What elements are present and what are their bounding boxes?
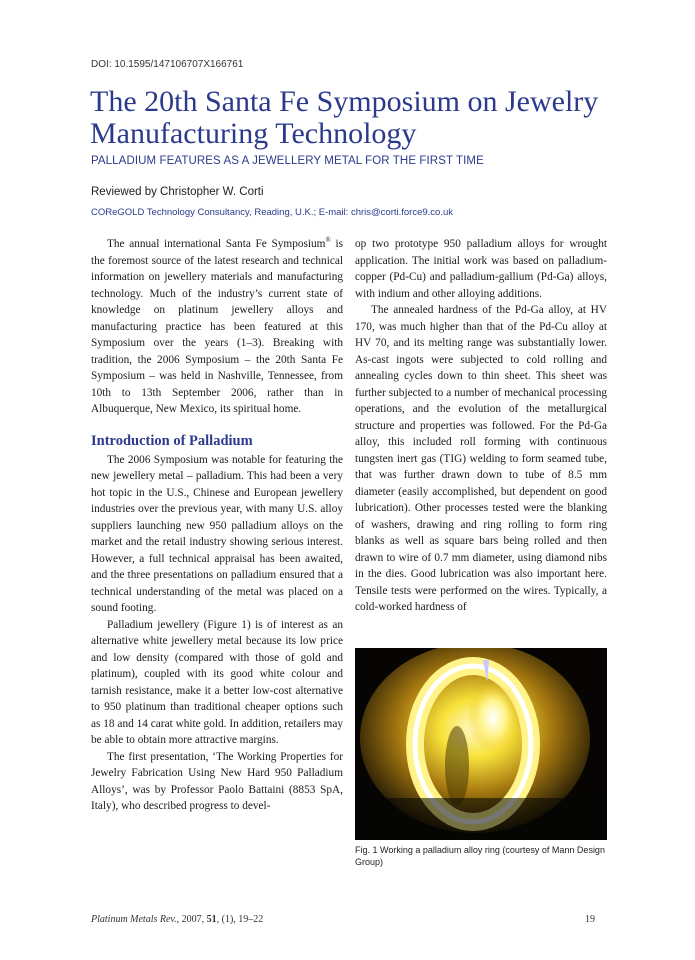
paragraph-text: is the foremost source of the latest research and technical information on jewellery materials and manufacturing technology. Much of the industry’s current state of knowledge on platinum jewellery alloys and manufacturing practice has been featured at this Symposium over the years (1–3). Breaking with tradition, the 2006 Symposium – the 20th Santa Fe Symposium – was held in Nashville, Tennessee, from 10th to 13th September 2006, rather than in Albuquerque, New Mexico, its spiritual home. [91, 238, 343, 415]
figure-caption: Fig. 1 Working a palladium alloy ring (courtesy of Mann Design Group) [355, 845, 605, 867]
author-affiliation: COReGOLD Technology Consultancy, Reading, U.K.; E-mail: chris@corti.force9.co.uk [91, 207, 453, 218]
footer-citation [91, 914, 263, 925]
doi: DOI: 10.1595/147106707X166761 [91, 59, 244, 70]
section-heading: Introduction of Palladium [91, 432, 253, 449]
left-column [91, 236, 343, 815]
right-column [355, 236, 607, 616]
figure-ring-photo [355, 648, 607, 840]
registered-mark: ® [325, 236, 331, 245]
reviewer-line: Reviewed by Christopher W. Corti [91, 186, 264, 198]
page-number: 19 [585, 914, 595, 925]
article-subtitle: PALLADIUM FEATURES AS A JEWELLERY METAL FOR THE FIRST TIME [91, 155, 484, 167]
paragraph: op two prototype 950 palladium alloys for wrought application. The initial work was based on palladium-copper (Pd-Cu) and palladium-gallium (Pd-Ga) alloys, with indium and other alloying additions. [355, 238, 607, 300]
paragraph: The annealed hardness of the Pd-Ga alloy, at HV 170, was much higher than that of the Pd-Cu alloy at HV 70, and its melting range was substantially lower. As-cast ingots were subjected to cold rolling and annealing cycles down to thin sheet. This sheet was further subjected to a number of mechanical processing operations, and the evolution of the metallurgical structure and properties was followed. For the Pd-Ga alloy, this included roll forming with continuous tungsten inert gas (TIG) welding to form seamed tube, that was further drawn down to tube of 8.5 mm diameter (easily accomplished, but dependent on good lubrication). Other processes tested were the blanking of washers, drawing and ring rolling to form ring blanks as well as square bars being rolled and then drawn to wire of 0.7 mm diameter, using diamond nibs in the dies. Good lubrication was also important here. Tensile tests were performed on the wires. Typically, a cold-worked hardness of [355, 304, 607, 613]
paragraph-intro [91, 236, 343, 418]
paragraph: Palladium jewellery (Figure 1) is of interest as an alternative white jewellery metal because its low price and low density (compared with those of gold and platinum), coupled with its good white colour and tarnish resistance, make it a better low-cost alternative to 950 platinum than traditional cheaper options such as 18 and 14 carat white gold. In addition, retailers may be able to obtain more attractive margins. [91, 618, 343, 746]
journal-name: Platinum Metals Rev. [91, 914, 177, 925]
citation-text: , (1), 19–22 [216, 914, 264, 925]
article-title: The 20th Santa Fe Symposium on Jewelry Manufacturing Technology [90, 85, 599, 150]
volume-number: 51 [206, 914, 217, 925]
citation-text: , 2007, [176, 914, 207, 925]
glowing-ring-image [355, 648, 607, 840]
paragraph-text: The annual international Santa Fe Symposium [107, 238, 326, 250]
paragraph: The 2006 Symposium was notable for featuring the new jewellery metal – palladium. This had been a very hot topic in the U.S., Chinese and European jewellery industries over the previous year, with many U.S. alloy suppliers launching new 950 palladium alloys on the market and the retail industry showing serious interest. However, a full technical appraisal has been awaited, and the three presentations on palladium ensured that a technical understanding of the metal was placed on a sound footing. [91, 453, 343, 614]
paragraph: The first presentation, ‘The Working Properties for Jewelry Fabrication Using New Hard 950 Palladium Alloys’, was by Professor Paolo Battaini (8853 SpA, Italy), who described progress to devel- [91, 750, 343, 812]
